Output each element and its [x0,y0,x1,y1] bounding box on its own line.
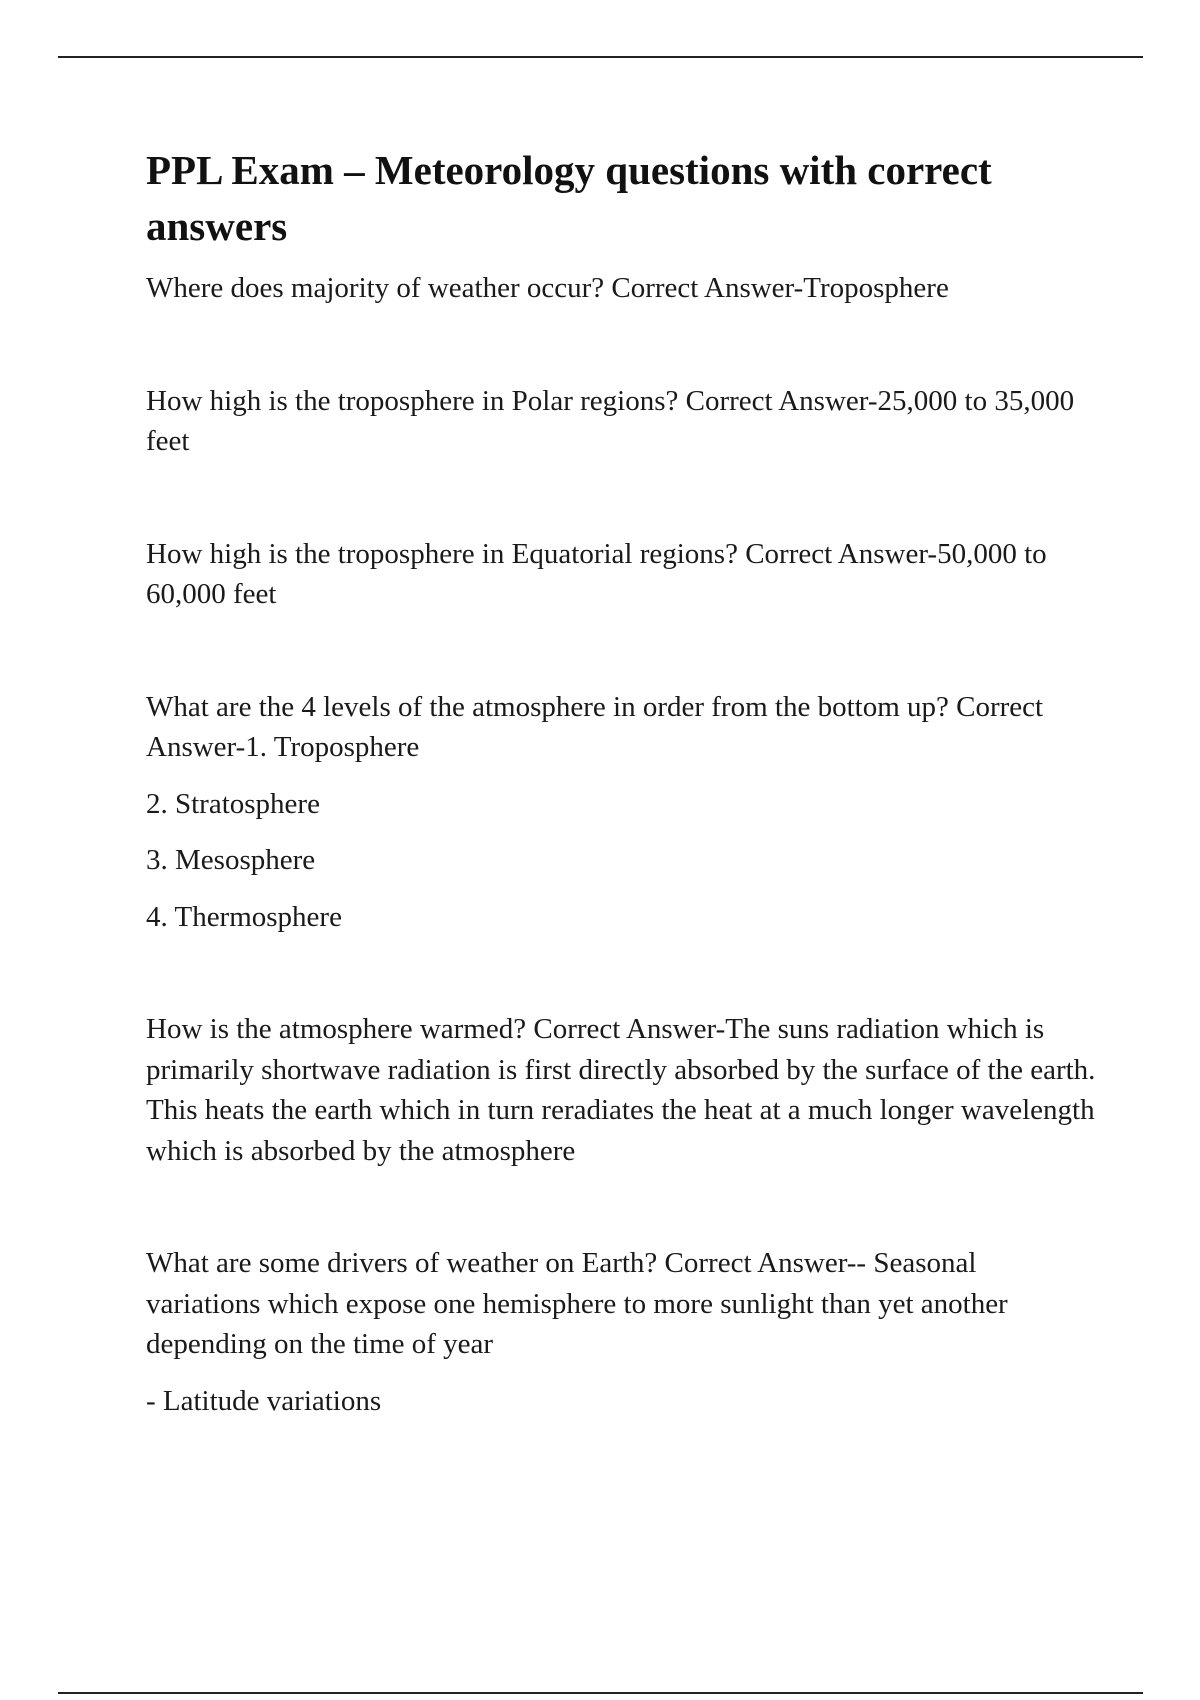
qa-paragraph: How high is the troposphere in Equatorial regions? Correct Answer-50,000 to 60,000 feet [146,537,1047,610]
qa-paragraph: How is the atmosphere warmed? Correct Answer-The suns radiation which is primarily shortwave radiation is first directly absorbed by the surface of the earth. This heats the earth which in turn reradiates the heat at a much longer wavelength which is absorbed by the atmosphere [146,1013,1096,1167]
qa-paragraph: What are some drivers of weather on Earth? Correct Answer-- Seasonal variations which expose one hemisphere to more sunlight than yet another depending on the time of year [146,1247,1008,1360]
list-item: 4. Thermosphere [146,900,342,933]
list-item: 3. Mesosphere [146,844,316,876]
qa-paragraph: What are the 4 levels of the atmosphere in order from the bottom up? Correct Answer-1. Troposphere [146,690,1044,763]
list-item: 2. Stratosphere [146,787,320,820]
qa-paragraph: How high is the troposphere in Polar regions? Correct Answer-25,000 to 35,000 feet [146,384,1075,457]
qa-paragraph: Where does majority of weather occur? Correct Answer-Troposphere [146,272,949,304]
header-rule [58,56,1143,58]
footer-rule [58,1692,1143,1694]
list-item: - Latitude variations [146,1384,382,1417]
document-title: PPL Exam – Meteorology questions with correct answers [146,147,992,249]
document-body [146,142,1096,1421]
